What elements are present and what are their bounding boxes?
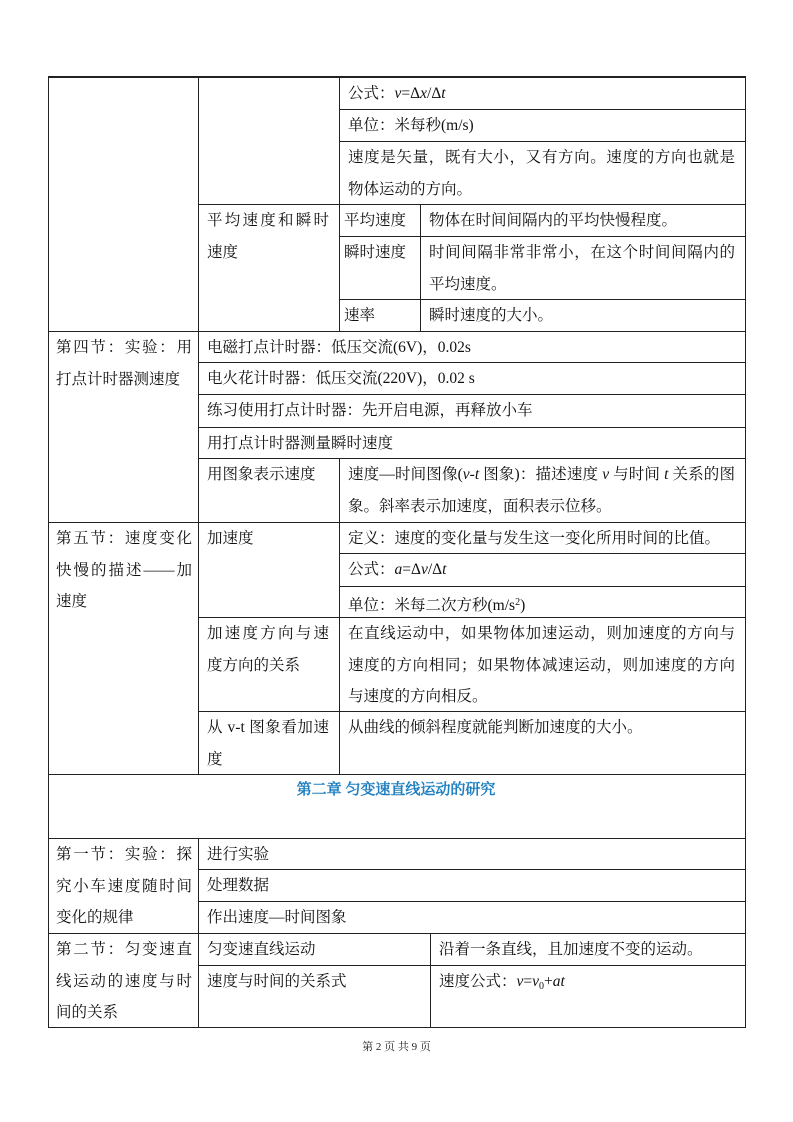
graph-desc xyxy=(339,458,746,523)
ch2-section1-title xyxy=(48,838,199,934)
op: /Δ xyxy=(427,561,443,578)
topic-cell-empty xyxy=(198,76,340,205)
vt-desc xyxy=(339,711,746,775)
uniform-motion-label xyxy=(198,933,431,966)
var: v xyxy=(516,973,524,990)
var: t xyxy=(441,85,446,102)
text: 瞬时速度 xyxy=(344,244,407,261)
text: 瞬时速度的大小。 xyxy=(429,307,554,324)
relation-label xyxy=(198,965,431,1028)
text: 第五节：速度变化快慢的描述——加速度 xyxy=(56,530,192,610)
accel-formula xyxy=(339,553,746,587)
velocity-formula xyxy=(339,76,746,110)
text: 第一节：实验：探究小车速度随时间变化的规律 xyxy=(56,846,192,926)
text: 与时间 xyxy=(609,466,665,483)
velocity-unit xyxy=(339,109,746,142)
var: v xyxy=(394,85,402,102)
section-cell-empty xyxy=(48,76,199,332)
text: 电火花计时器：低压交流(220V)，0.02 s xyxy=(207,370,475,387)
accel-unit xyxy=(339,586,746,618)
inst-velocity-label xyxy=(339,236,421,300)
var: x xyxy=(420,85,428,102)
avg-inst-label xyxy=(198,204,340,332)
var: a xyxy=(394,561,403,578)
section4-title xyxy=(48,331,199,523)
ch2-section1-row xyxy=(198,838,746,870)
text: 第二节：匀变速直线运动的速度与时间的关系 xyxy=(56,941,192,1021)
chapter2-title xyxy=(48,774,746,839)
speed-label xyxy=(339,299,421,332)
section4-row xyxy=(198,331,746,363)
text: 沿着一条直线，且加速度不变的运动。 xyxy=(439,941,703,958)
text: ) xyxy=(520,597,526,614)
text: 练习使用打点计时器：先开启电源，再释放小车 xyxy=(207,402,533,419)
text: 速度—时间图像( xyxy=(348,466,463,483)
text: 时间间隔非常非常小，在这个时间间隔内的平均速度。 xyxy=(429,244,735,293)
ch2-section2-title xyxy=(48,933,199,1028)
text: 进行实验 xyxy=(207,846,270,863)
var: t xyxy=(664,466,669,483)
var: at xyxy=(552,973,565,990)
accel-definition xyxy=(339,522,746,554)
text: 第二章 匀变速直线运动的研究 xyxy=(296,782,496,798)
subscript: 0 xyxy=(539,981,545,992)
text: 匀变速直线运动 xyxy=(207,941,316,958)
text: 定义：速度的变化量与发生这一变化所用时间的比值。 xyxy=(348,530,721,547)
text: 第四节：实验：用打点计时器测速度 xyxy=(56,339,192,388)
text: 图象)：描述速度 xyxy=(479,466,603,483)
text: 物体在时间间隔内的平均快慢程度。 xyxy=(429,212,678,229)
op: =Δ xyxy=(401,85,421,102)
direction-label xyxy=(198,617,340,712)
label: 速度公式： xyxy=(439,973,517,990)
speed-desc xyxy=(420,299,746,332)
section4-row xyxy=(198,362,746,395)
direction-desc xyxy=(339,617,746,712)
op: + xyxy=(544,973,553,990)
text: 平均速度 xyxy=(344,212,407,229)
text: 速度与时间的关系式 xyxy=(207,973,347,990)
vt-label xyxy=(198,711,340,775)
text: 关系的图象。斜率表示加速度，面积表示位移。 xyxy=(348,466,735,515)
label: 公式： xyxy=(348,85,395,102)
text: 处理数据 xyxy=(207,877,270,894)
text: 在直线运动中，如果物体加速运动，则加速度的方向与速度的方向相同；如果物体减速运动，则加速度的方向与速度的方向相反。 xyxy=(348,625,735,705)
text: 从曲线的倾斜程度就能判断加速度的大小。 xyxy=(348,719,643,736)
relation-formula xyxy=(430,965,746,1028)
graph-label xyxy=(198,458,340,523)
ch2-section1-row xyxy=(198,901,746,934)
text: 从 v-t 图象看加速度 xyxy=(207,719,329,768)
var: v-t xyxy=(462,466,480,483)
text: 用打点计时器测量瞬时速度 xyxy=(207,435,394,452)
text: 速度是矢量，既有大小，又有方向。速度的方向也就是物体运动的方向。 xyxy=(348,149,735,198)
velocity-vector-note xyxy=(339,141,746,205)
ch2-section1-row xyxy=(198,869,746,902)
section4-row xyxy=(198,394,746,428)
page-number: 第 2 页 共 9 页 xyxy=(362,1041,431,1053)
label: 公式： xyxy=(348,561,395,578)
text: 加速度 xyxy=(207,530,254,547)
var: v xyxy=(420,561,428,578)
text: 用图象表示速度 xyxy=(207,466,316,483)
text: 加速度方向与速度方向的关系 xyxy=(207,625,329,674)
text: 作出速度—时间图象 xyxy=(207,909,347,926)
superscript: 2 xyxy=(515,597,521,608)
section4-row xyxy=(198,427,746,459)
accel-label xyxy=(198,522,340,618)
text: 速率 xyxy=(344,307,376,324)
op: /Δ xyxy=(427,85,442,102)
uniform-motion-desc xyxy=(430,933,746,966)
op: = xyxy=(523,973,533,990)
var: t xyxy=(442,561,447,578)
op: =Δ xyxy=(402,561,421,578)
var: v xyxy=(532,973,540,990)
var: v xyxy=(602,466,610,483)
text: 平均速度和瞬时速度 xyxy=(207,212,329,261)
text: 电磁打点计时器：低压交流(6V)，0.02s xyxy=(207,339,471,356)
section5-title xyxy=(48,522,199,775)
text: 单位：米每二次方秒(m/s xyxy=(348,597,516,614)
avg-velocity-label xyxy=(339,204,421,237)
text: 单位：米每秒(m/s) xyxy=(348,117,474,134)
avg-velocity-desc xyxy=(420,204,746,237)
inst-velocity-desc xyxy=(420,236,746,300)
